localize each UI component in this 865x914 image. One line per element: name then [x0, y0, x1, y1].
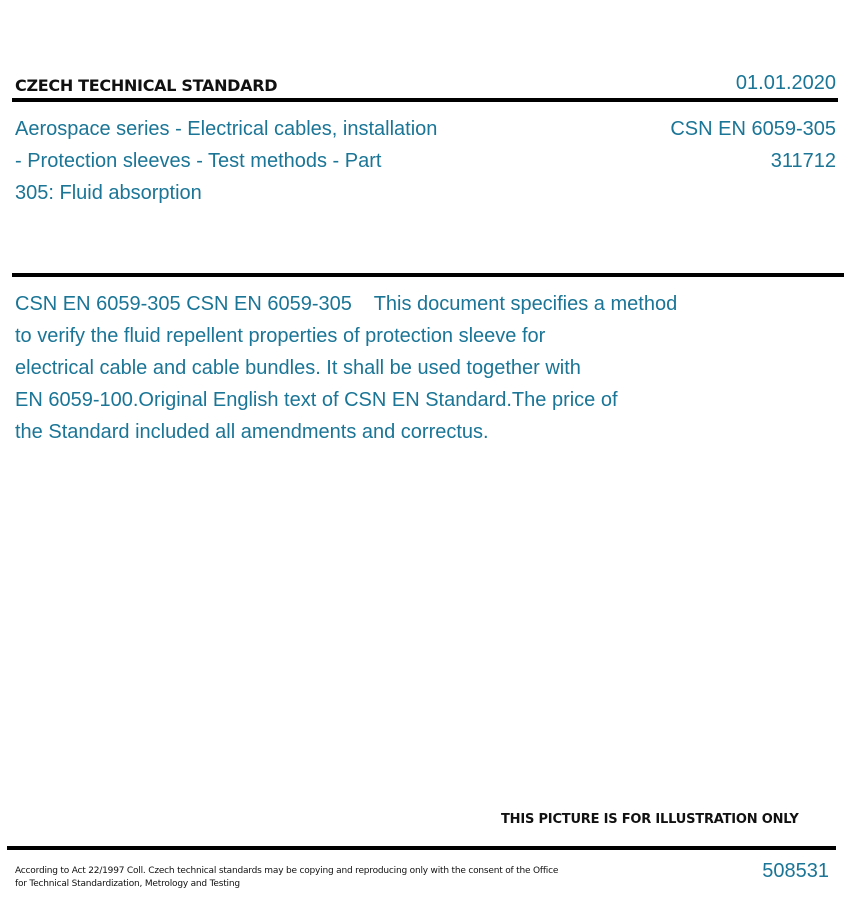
publication-date: 01.01.2020 — [735, 72, 836, 94]
abstract-line: to verify the fluid repellent properties of protection sleeve for — [15, 325, 546, 347]
legal-notice-line: According to Act 22/1997 Coll. Czech technical standards may be copying and reproducing only with the consent of the Office — [15, 866, 559, 876]
footer-divider — [7, 846, 836, 850]
legal-notice — [15, 865, 615, 891]
abstract-line: electrical cable and cable bundles. It shall be used together with — [15, 357, 581, 379]
abstract-text — [15, 288, 775, 448]
title-divider — [12, 273, 844, 277]
document-type-label: CZECH TECHNICAL STANDARD — [15, 76, 278, 95]
abstract-line: EN 6059-100.Original English text of CSN EN Standard.The price of — [15, 389, 618, 411]
standard-title — [15, 113, 495, 209]
abstract-line: the Standard included all amendments and correctus. — [15, 421, 489, 443]
class-number: 311712 — [770, 150, 836, 172]
standard-title-line: - Protection sleeves - Test methods - Part — [15, 150, 382, 172]
standard-number: CSN EN 6059-305 — [670, 118, 836, 140]
standard-codes — [670, 113, 836, 177]
standard-title-line: 305: Fluid absorption — [15, 182, 202, 204]
abstract-line: CSN EN 6059-305 CSN EN 6059-305 This document specifies a method — [15, 293, 678, 315]
illustration-disclaimer: THIS PICTURE IS FOR ILLUSTRATION ONLY — [501, 812, 799, 827]
standard-title-line: Aerospace series - Electrical cables, installation — [15, 118, 438, 140]
document-id: 508531 — [762, 860, 829, 882]
header-divider — [12, 98, 838, 102]
legal-notice-line: for Technical Standardization, Metrology and Testing — [15, 879, 240, 889]
